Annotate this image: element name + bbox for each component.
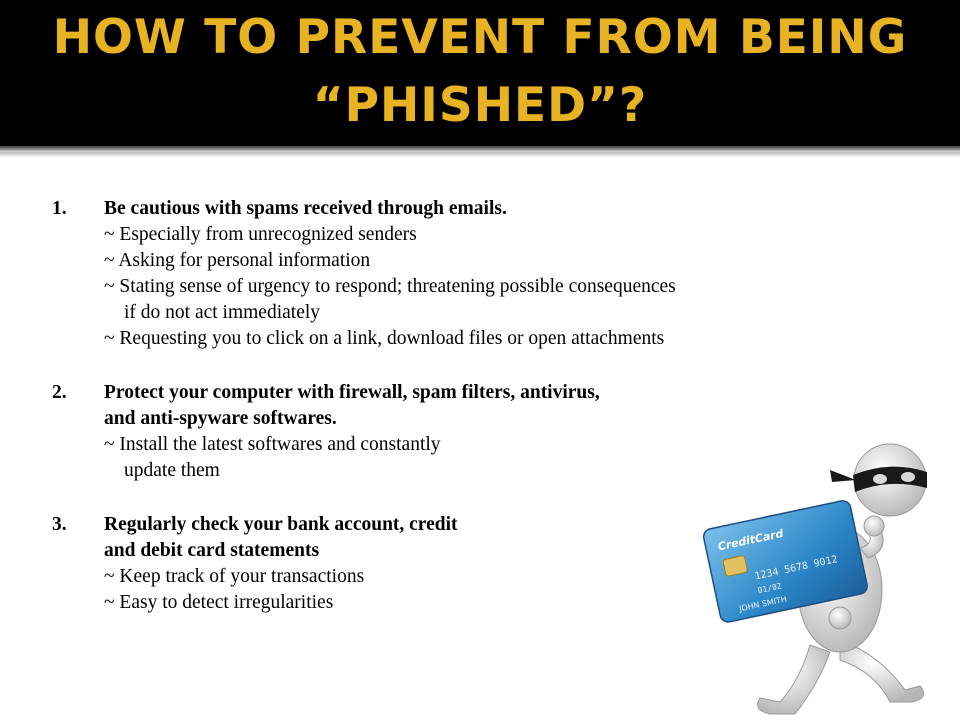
item-heading: Be cautious with spams received through emails. [104, 198, 507, 219]
card-date: 01/02 [756, 581, 783, 596]
item-detail: ~ Stating sense of urgency to respond; threatening possible consequences [104, 276, 676, 297]
item-heading: Regularly check your bank account, credit [104, 514, 458, 535]
item-number: 1. [52, 198, 67, 219]
slide-title-line-1: HOW TO PREVENT FROM BEING [52, 10, 908, 65]
title-divider [0, 152, 960, 158]
item-number: 2. [52, 382, 67, 403]
slide-title-line-2: “PHISHED”? [312, 78, 648, 133]
item-detail: ~ Easy to detect irregularities [104, 592, 334, 613]
item-detail: ~ Requesting you to click on a link, download files or open attachments [104, 328, 665, 349]
thief-with-credit-card-icon [690, 440, 950, 720]
item-detail: update them [124, 460, 220, 481]
item-number: 3. [52, 514, 67, 535]
slide-title [0, 4, 960, 140]
card-brand: CreditCard [716, 526, 785, 554]
item-heading: and anti-spyware softwares. [104, 408, 337, 429]
item-detail: ~ Asking for personal information [104, 250, 371, 271]
list-item [52, 196, 872, 352]
item-detail: ~ Install the latest softwares and constantly [104, 434, 441, 455]
item-detail: if do not act immediately [124, 302, 321, 323]
item-detail: ~ Especially from unrecognized senders [104, 224, 417, 245]
item-heading: Protect your computer with firewall, spam filters, antivirus, [104, 382, 600, 403]
card-holder-name: JOHN SMITH [738, 594, 788, 614]
card-number: 1234 5678 9012 [753, 554, 839, 583]
item-detail: ~ Keep track of your transactions [104, 566, 365, 587]
item-heading: and debit card statements [104, 540, 320, 561]
